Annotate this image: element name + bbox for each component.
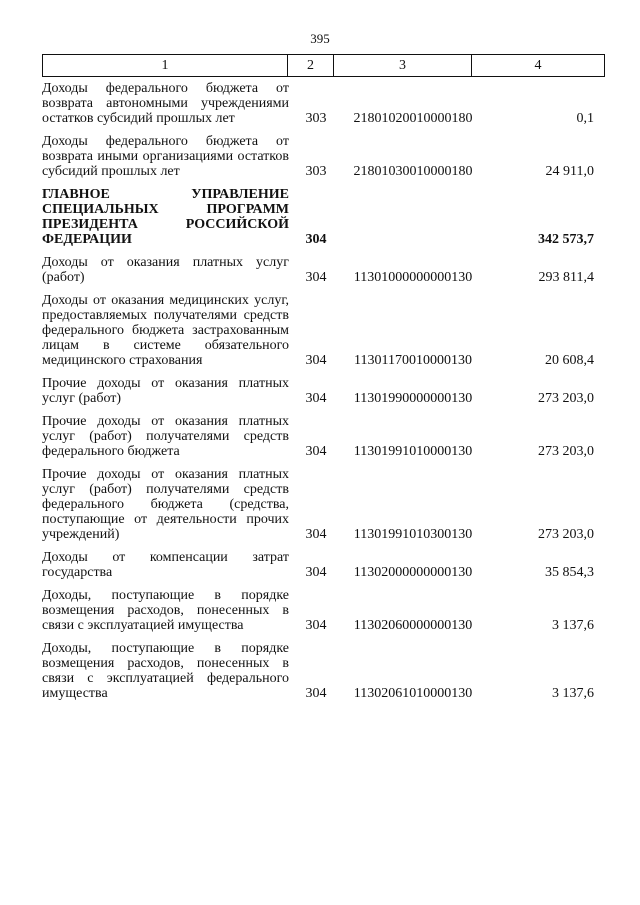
row-admin-code: 304 [305,232,327,247]
row-admin-code: 304 [305,353,327,368]
table-row [42,414,602,459]
row-amount: 273 203,0 [538,444,594,459]
row-kbk-code: 11301991010300130 [353,527,473,542]
table-row [42,641,602,701]
table-row [42,255,602,285]
row-kbk-code: 11301991010000130 [353,444,473,459]
page-number: 395 [310,31,330,46]
row-kbk-code: 11301000000000130 [353,270,473,285]
row-admin-code: 304 [305,270,327,285]
row-kbk-code: 11302060000000130 [353,618,473,633]
row-description: Доходы от оказания медицинских услуг, предоставляемых получателями средств федерального бюджета застрахованным лицам в системе обязательного медицинского страхования [42,293,289,368]
row-admin-code: 304 [305,618,327,633]
row-description: Доходы от компенсации затрат государства [42,550,289,580]
row-amount: 273 203,0 [538,391,594,406]
column-header-table [42,54,605,77]
row-description: Прочие доходы от оказания платных услуг (работ) получателями средств федерального бюджета [42,414,289,459]
row-description: ГЛАВНОЕ УПРАВЛЕНИЕ СПЕЦИАЛЬНЫХ ПРОГРАММ ПРЕЗИДЕНТА РОССИЙСКОЙ ФЕДЕРАЦИИ [42,187,289,247]
row-description: Доходы федерального бюджета от возврата автономными учреждениями остатков субсидий прошлых лет [42,81,289,126]
row-admin-code: 304 [305,527,327,542]
table-row [42,134,602,179]
row-kbk-code: 11302061010000130 [353,686,473,701]
row-amount: 20 608,4 [545,353,594,368]
row-amount: 342 573,7 [538,232,594,247]
table-row [42,293,602,368]
row-kbk-code: 11301990000000130 [353,391,473,406]
row-admin-code: 304 [305,444,327,459]
row-amount: 273 203,0 [538,527,594,542]
row-description: Доходы, поступающие в порядке возмещения расходов, понесенных в связи с эксплуатацией имущества [42,588,289,633]
row-amount: 3 137,6 [552,618,594,633]
row-description: Прочие доходы от оказания платных услуг (работ) получателями средств федерального бюджета (средства, поступающие от деятельности прочих учреждений) [42,467,289,542]
row-description: Доходы от оказания платных услуг (работ) [42,255,289,285]
row-kbk-code: 21801020010000180 [353,111,473,126]
row-amount: 3 137,6 [552,686,594,701]
row-kbk-code: 21801030010000180 [353,164,473,179]
table-row [42,467,602,542]
row-amount: 24 911,0 [545,164,594,179]
row-description: Доходы, поступающие в порядке возмещения расходов, понесенных в связи с эксплуатацией федерального имущества [42,641,289,701]
column-header-4: 4 [472,55,605,77]
row-admin-code: 304 [305,686,327,701]
row-kbk-code: 11301170010000130 [354,353,472,368]
row-amount: 0,1 [576,111,594,126]
row-description: Прочие доходы от оказания платных услуг (работ) [42,376,289,406]
row-description: Доходы федерального бюджета от возврата иными организациями остатков субсидий прошлых лет [42,134,289,179]
row-admin-code: 304 [305,391,327,406]
row-admin-code: 303 [305,164,327,179]
column-header-2: 2 [288,55,334,77]
table-body [42,81,602,709]
column-header-3: 3 [334,55,472,77]
row-kbk-code: 11302000000000130 [353,565,473,580]
table-row-section-header [42,187,602,247]
column-header-1: 1 [43,55,288,77]
row-admin-code: 303 [305,111,327,126]
row-amount: 35 854,3 [545,565,594,580]
table-row [42,588,602,633]
row-amount: 293 811,4 [538,270,594,285]
row-admin-code: 304 [305,565,327,580]
table-row [42,81,602,126]
table-row [42,376,602,406]
table-row [42,550,602,580]
